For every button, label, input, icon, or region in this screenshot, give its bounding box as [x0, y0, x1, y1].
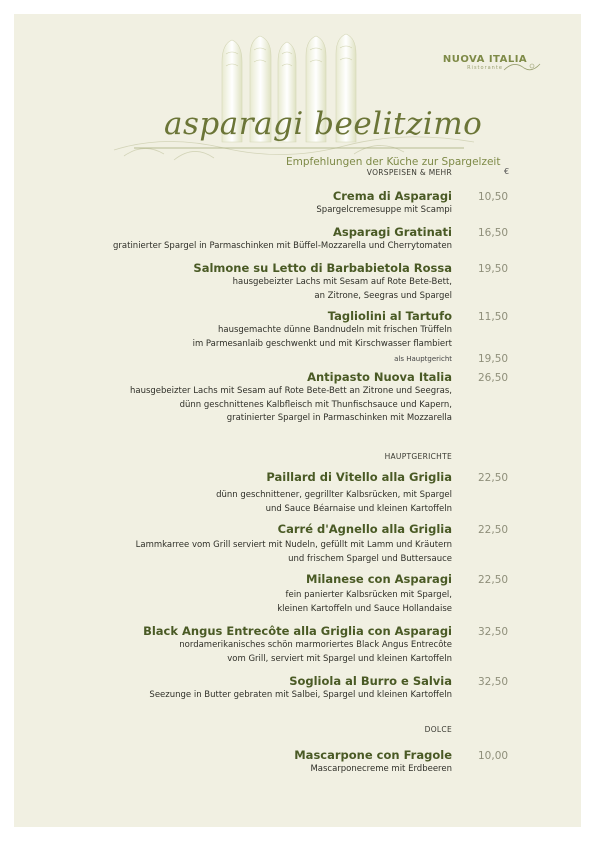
dish-description: nordamerikanisches schön marmoriertes Black Angus Entrecôte vom Grill, serviert mit Spargel und kleinen Kartoffeln — [179, 640, 452, 664]
dish-name: Mascarpone con Fragole — [294, 748, 452, 762]
dish-name: Carré d'Agnello alla Griglia — [277, 522, 452, 536]
main-course-label: als Hauptgericht — [394, 355, 452, 363]
dish-description: Seezunge in Butter gebraten mit Salbei, Spargel und kleinen Kartoffeln — [149, 690, 452, 700]
dish-name: Crema di Asparagi — [332, 189, 452, 203]
section-heading-mains: HAUPTGERICHTE — [384, 452, 452, 461]
dish-description: hausgemachte dünne Bandnudeln mit frischen Trüffeln im Parmesanlaib geschwenkt und mit Kirschwasser flambiert — [192, 325, 452, 349]
dish-price: 22,50 — [478, 524, 509, 536]
dish-description: Lammkarree vom Grill serviert mit Nudeln, gefüllt mit Lamm und Kräutern und frischem Spargel und Buttersauce — [135, 540, 452, 564]
dish-price: 11,50 — [478, 311, 509, 323]
dish-price: 10,50 — [478, 191, 509, 203]
restaurant-name: NUOVA ITALIA — [442, 54, 528, 65]
currency-symbol: € — [504, 167, 510, 176]
restaurant-subtitle: Ristorante — [467, 65, 503, 71]
dish-price: 22,50 — [478, 574, 509, 586]
menu-subtitle: Empfehlungen der Küche zur Spargelzeit — [286, 156, 501, 168]
menu-page — [14, 14, 581, 827]
dish-description: hausgebeizter Lachs mit Sesam auf Rote Bete-Bett, an Zitrone, Seegras und Spargel — [232, 277, 452, 301]
dish-name: Asparagi Gratinati — [332, 225, 452, 239]
dish-description: gratinierter Spargel in Parmaschinken mit Büffel-Mozzarella und Cherrytomaten — [113, 241, 452, 251]
dish-description: Mascarponecreme mit Erdbeeren — [310, 764, 452, 774]
dish-price: 16,50 — [478, 227, 509, 239]
dish-description: dünn geschnittener, gegrillter Kalbsrücken, mit Spargel und Sauce Béarnaise und kleinen Kartoffeln — [216, 490, 452, 514]
dish-price: 32,50 — [478, 626, 509, 638]
dish-name: Black Angus Entrecôte alla Griglia con Asparagi — [143, 624, 452, 638]
dish-price: 10,00 — [478, 750, 509, 762]
section-heading-starters: VORSPEISEN & MEHR — [366, 168, 452, 177]
dish-name: Antipasto Nuova Italia — [307, 370, 452, 384]
dish-name: Paillard di Vitello alla Griglia — [266, 470, 452, 484]
dish-name: Sogliola al Burro e Salvia — [289, 674, 452, 688]
dish-description: hausgebeizter Lachs mit Sesam auf Rote Bete-Bett an Zitrone und Seegras, dünn geschnittenes Kalbfleisch mit Thunfischsauce und Kapern, gratinierter Spargel in Parmaschinken mit Mozzarella — [130, 386, 452, 423]
dish-description: fein panierter Kalbsrücken mit Spargel, kleinen Kartoffeln und Sauce Hollandaise — [277, 590, 452, 614]
dish-price: 22,50 — [478, 472, 509, 484]
swirl-icon — [502, 60, 542, 74]
menu-title: asparagi beelitzimo — [164, 106, 483, 142]
dish-price: 26,50 — [478, 372, 509, 384]
dish-name: Tagliolini al Tartufo — [327, 309, 452, 323]
section-heading-dessert: DOLCE — [424, 725, 452, 734]
dish-price: 19,50 — [478, 263, 509, 275]
dish-description: Spargelcremesuppe mit Scampi — [316, 205, 452, 215]
dish-name: Salmone su Letto di Barbabietola Rossa — [193, 261, 452, 275]
restaurant-logo — [430, 54, 540, 71]
dish-price: 32,50 — [478, 676, 509, 688]
dish-name: Milanese con Asparagi — [306, 572, 452, 586]
main-course-price: 19,50 — [478, 353, 509, 365]
